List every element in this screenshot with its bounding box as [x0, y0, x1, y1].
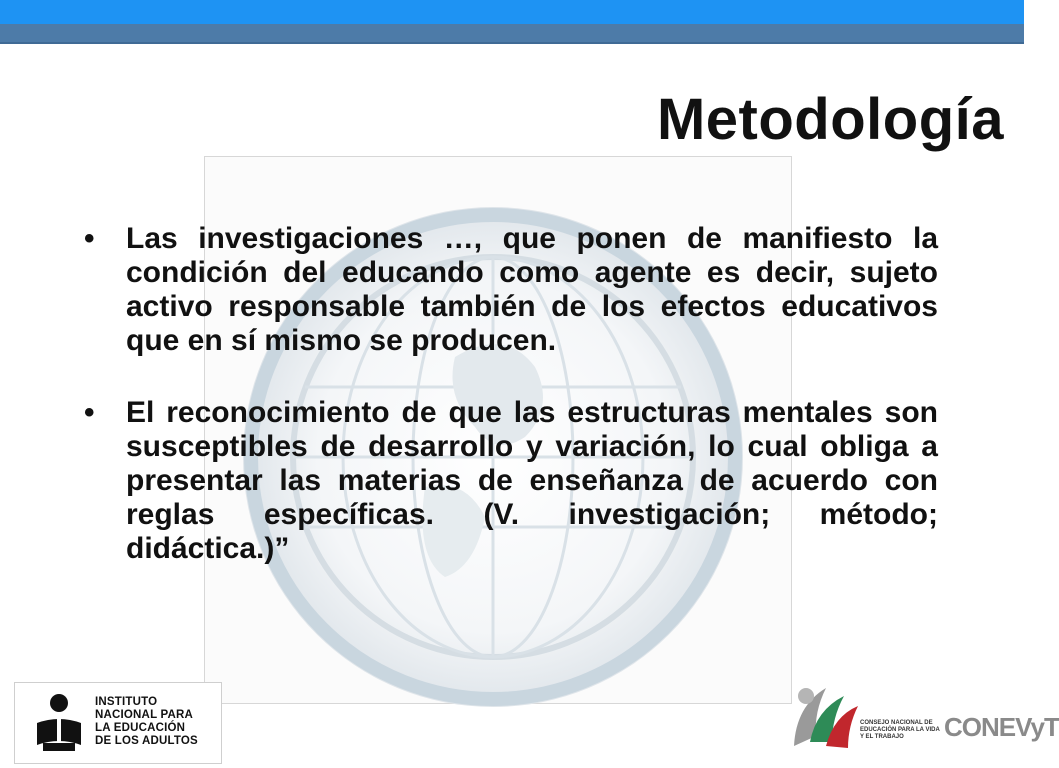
bullet-item [84, 396, 938, 566]
inea-logo [14, 682, 222, 764]
bullet-text: Las investigaciones …, que ponen de manifiesto la condición del educando como agente es decir, sujeto activo responsable también de los efectos educativos que en sí mismo se producen. [126, 222, 938, 357]
bullet-list [84, 222, 938, 604]
slide-title: Metodología [656, 87, 1004, 152]
inea-line: NACIONAL PARA [95, 709, 194, 721]
inea-name [95, 696, 198, 748]
inea-line: DE LOS ADULTOS [95, 735, 198, 747]
conevyt-logo [786, 676, 1059, 762]
conevyt-name: CONEVyT [944, 712, 1059, 742]
eagle-seal-icon [786, 676, 860, 756]
inea-line: INSTITUTO [95, 696, 158, 708]
inea-line: LA EDUCACIÓN [95, 722, 186, 734]
header-bar-bottom [0, 24, 1024, 44]
conevyt-subtitle: CONSEJO NACIONAL DE EDUCACIÓN PARA LA VIDA Y EL TRABAJO [860, 720, 940, 740]
bullet-text: El reconocimiento de que las estructuras mentales son susceptibles de desarrollo y variación, lo cual obliga a presentar las materias de enseñanza de acuerdo con reglas específicas. (V. investigación; método; didáctica.)” [126, 396, 938, 565]
bullet-marker: • [84, 222, 95, 255]
header-bar-top [0, 0, 1024, 24]
reading-person-icon [33, 693, 85, 753]
bullet-item [84, 222, 938, 358]
bullet-marker: • [84, 396, 95, 429]
